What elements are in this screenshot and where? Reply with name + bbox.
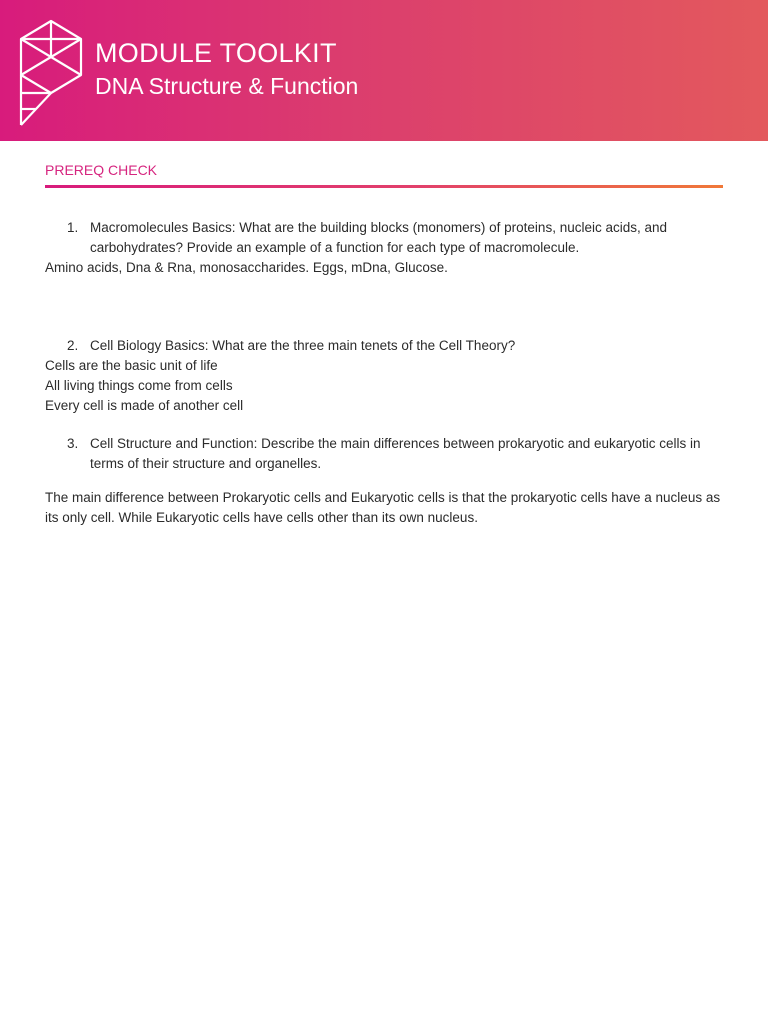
section-heading: PREREQ CHECK	[45, 162, 158, 178]
question-text: Cell Structure and Function: Describe the main differences between prokaryotic and eukaryotic cells in terms of their structure and organelles.	[90, 436, 701, 471]
answer-line: Cells are the basic unit of life	[45, 358, 218, 373]
questions-content	[45, 218, 725, 528]
answer-line: All living things come from cells	[45, 378, 233, 393]
section-divider	[45, 185, 723, 188]
module-title: MODULE TOOLKIT	[95, 38, 337, 68]
module-subtitle: DNA Structure & Function	[95, 73, 359, 99]
answer-paragraph: The main difference between Prokaryotic cells and Eukaryotic cells is that the prokaryotic cells have a nucleus as its only cell. While Eukaryotic cells have cells other than its own nucleus.	[45, 490, 721, 525]
question-1	[45, 218, 725, 258]
question-text: Cell Biology Basics: What are the three main tenets of the Cell Theory?	[90, 338, 516, 353]
question-number: 2.	[67, 338, 79, 353]
answer-line: Amino acids, Dna & Rna, monosaccharides. Eggs, mDna, Glucose.	[45, 260, 448, 275]
geometric-triangles-logo-icon	[18, 17, 84, 129]
question-3	[45, 434, 725, 474]
page-header	[0, 0, 768, 141]
question-number: 1.	[67, 220, 79, 235]
question-2	[45, 336, 725, 356]
question-text: Macromolecules Basics: What are the building blocks (monomers) of proteins, nucleic acids, and carbohydrates? Provide an example of a function for each type of macromolecule.	[90, 220, 668, 255]
answer-line: Every cell is made of another cell	[45, 398, 244, 413]
question-number: 3.	[67, 436, 79, 451]
